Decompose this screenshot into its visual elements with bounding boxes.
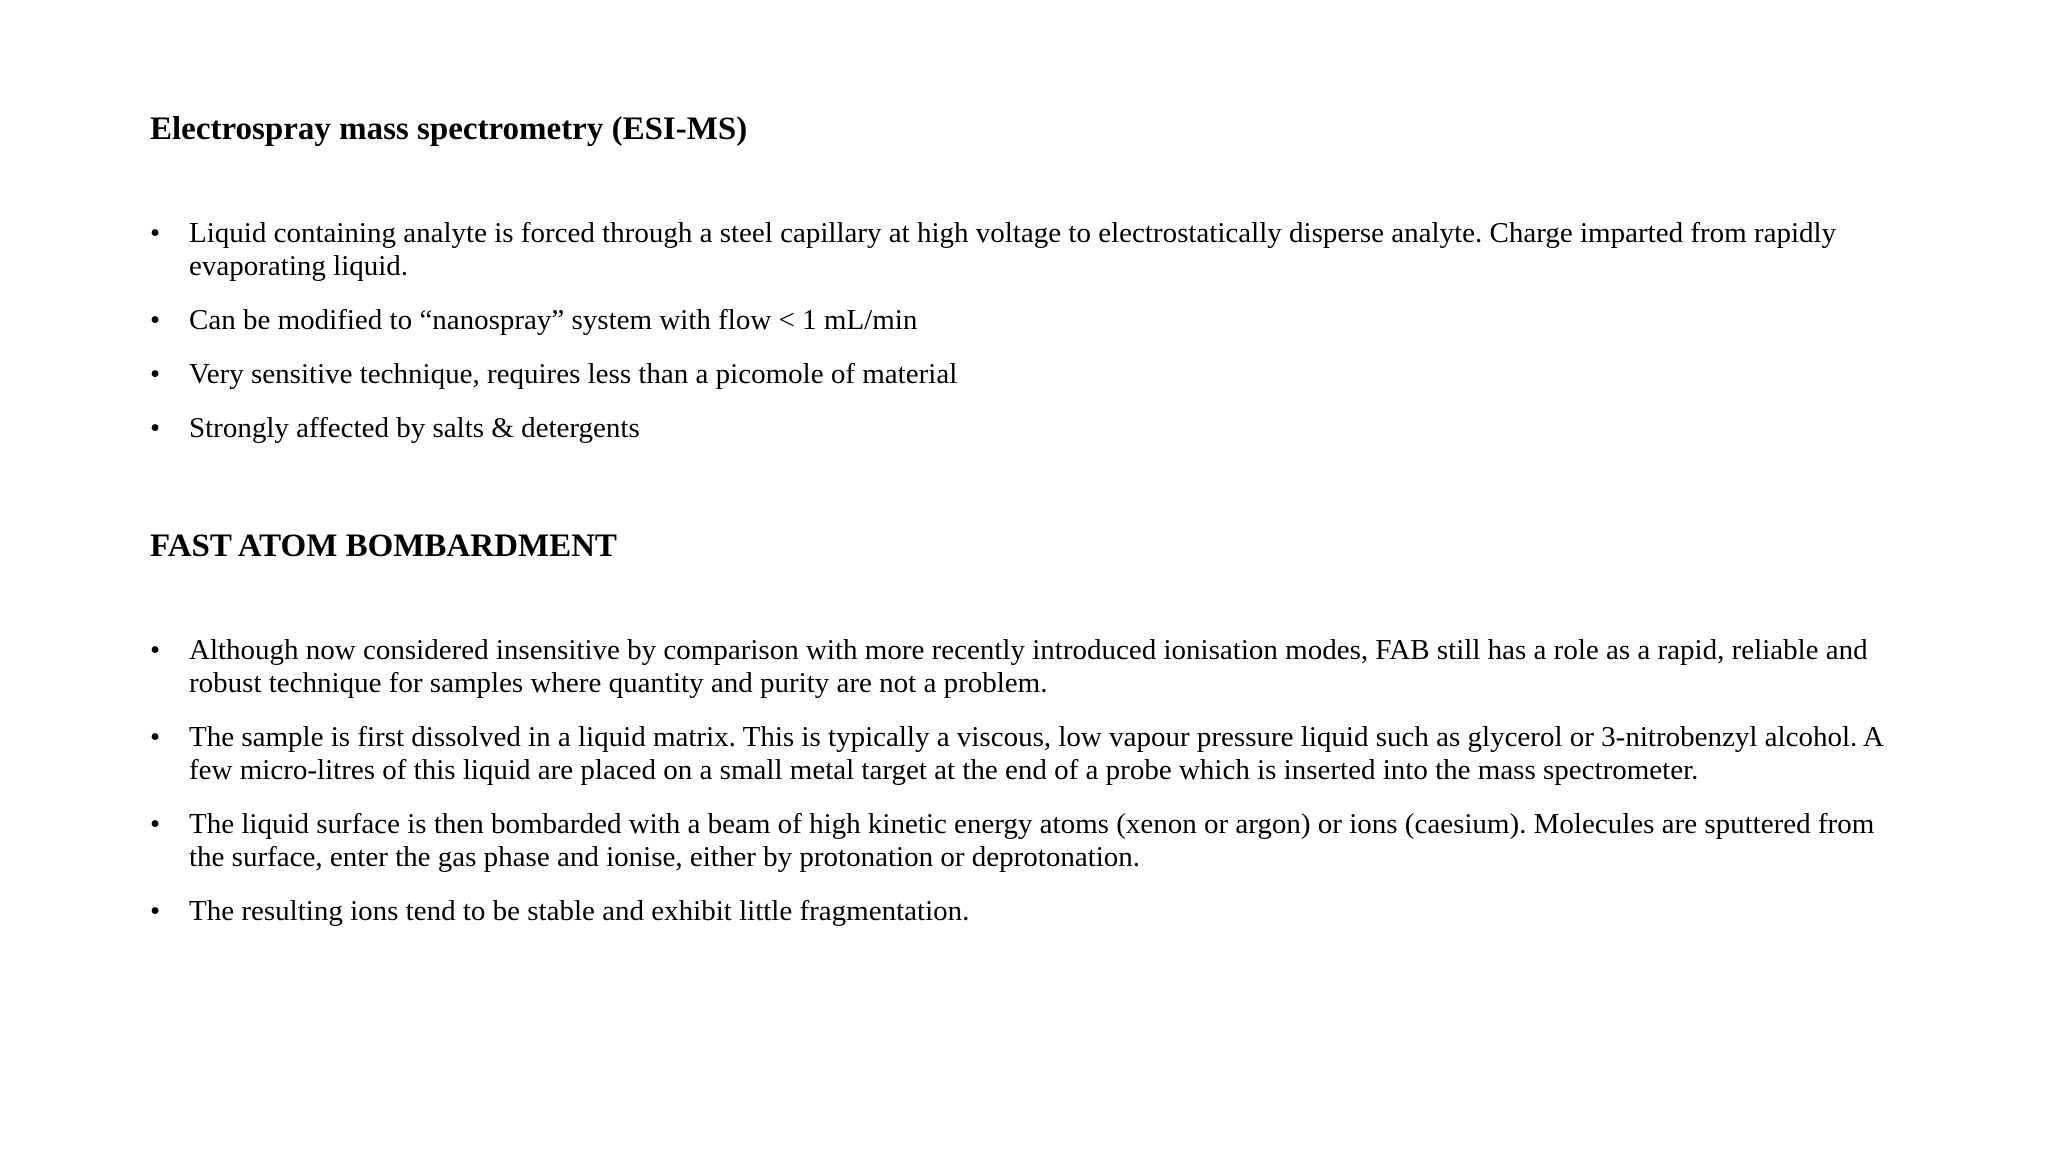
bullet-text: The liquid surface is then bombarded with a beam of high kinetic energy atoms (xenon or argon) or ions (caesium). Molecules are sputtered from the surface, enter the gas phase and ionise, either by protonation or deprotonation. bbox=[189, 808, 1875, 873]
bullet-icon: • bbox=[150, 304, 161, 336]
bullet-icon: • bbox=[150, 721, 161, 753]
section-heading: FAST ATOM BOMBARDMENT bbox=[150, 528, 617, 564]
bullet-icon: • bbox=[150, 217, 161, 249]
section-heading: Electrospray mass spectrometry (ESI-MS) bbox=[150, 111, 748, 147]
bullet-list bbox=[150, 634, 1910, 928]
bullet-item bbox=[150, 412, 1910, 445]
bullet-item bbox=[150, 808, 1910, 874]
bullet-item bbox=[150, 304, 1910, 337]
bullet-item bbox=[150, 895, 1910, 928]
bullet-icon: • bbox=[150, 895, 161, 927]
bullet-text: The sample is first dissolved in a liquid matrix. This is typically a viscous, low vapour pressure liquid such as glycerol or 3-nitrobenzyl alcohol. A few micro-litres of this liquid are placed on a small metal target at the end of a probe which is inserted into the mass spectrometer. bbox=[189, 721, 1883, 786]
bullet-item bbox=[150, 217, 1910, 283]
bullet-icon: • bbox=[150, 412, 161, 444]
bullet-item bbox=[150, 358, 1910, 391]
bullet-text: Strongly affected by salts & detergents bbox=[189, 412, 640, 444]
bullet-list bbox=[150, 217, 1910, 445]
bullet-icon: • bbox=[150, 358, 161, 390]
section-esi-ms bbox=[150, 107, 1910, 466]
bullet-text: The resulting ions tend to be stable and exhibit little fragmentation. bbox=[189, 895, 970, 927]
bullet-item bbox=[150, 721, 1910, 787]
bullet-text: Liquid containing analyte is forced through a steel capillary at high voltage to electrostatically disperse analyte. Charge imparted from rapidly evaporating liquid. bbox=[189, 217, 1837, 282]
bullet-text: Although now considered insensitive by comparison with more recently introduced ionisation modes, FAB still has a role as a rapid, reliable and robust technique for samples where quantity and purity are not a problem. bbox=[189, 634, 1868, 699]
bullet-icon: • bbox=[150, 808, 161, 840]
bullet-text: Can be modified to “nanospray” system with flow < 1 mL/min bbox=[189, 304, 918, 336]
bullet-text: Very sensitive technique, requires less than a picomole of material bbox=[189, 358, 958, 390]
bullet-item bbox=[150, 634, 1910, 700]
bullet-icon: • bbox=[150, 634, 161, 666]
section-fab bbox=[150, 524, 1910, 949]
